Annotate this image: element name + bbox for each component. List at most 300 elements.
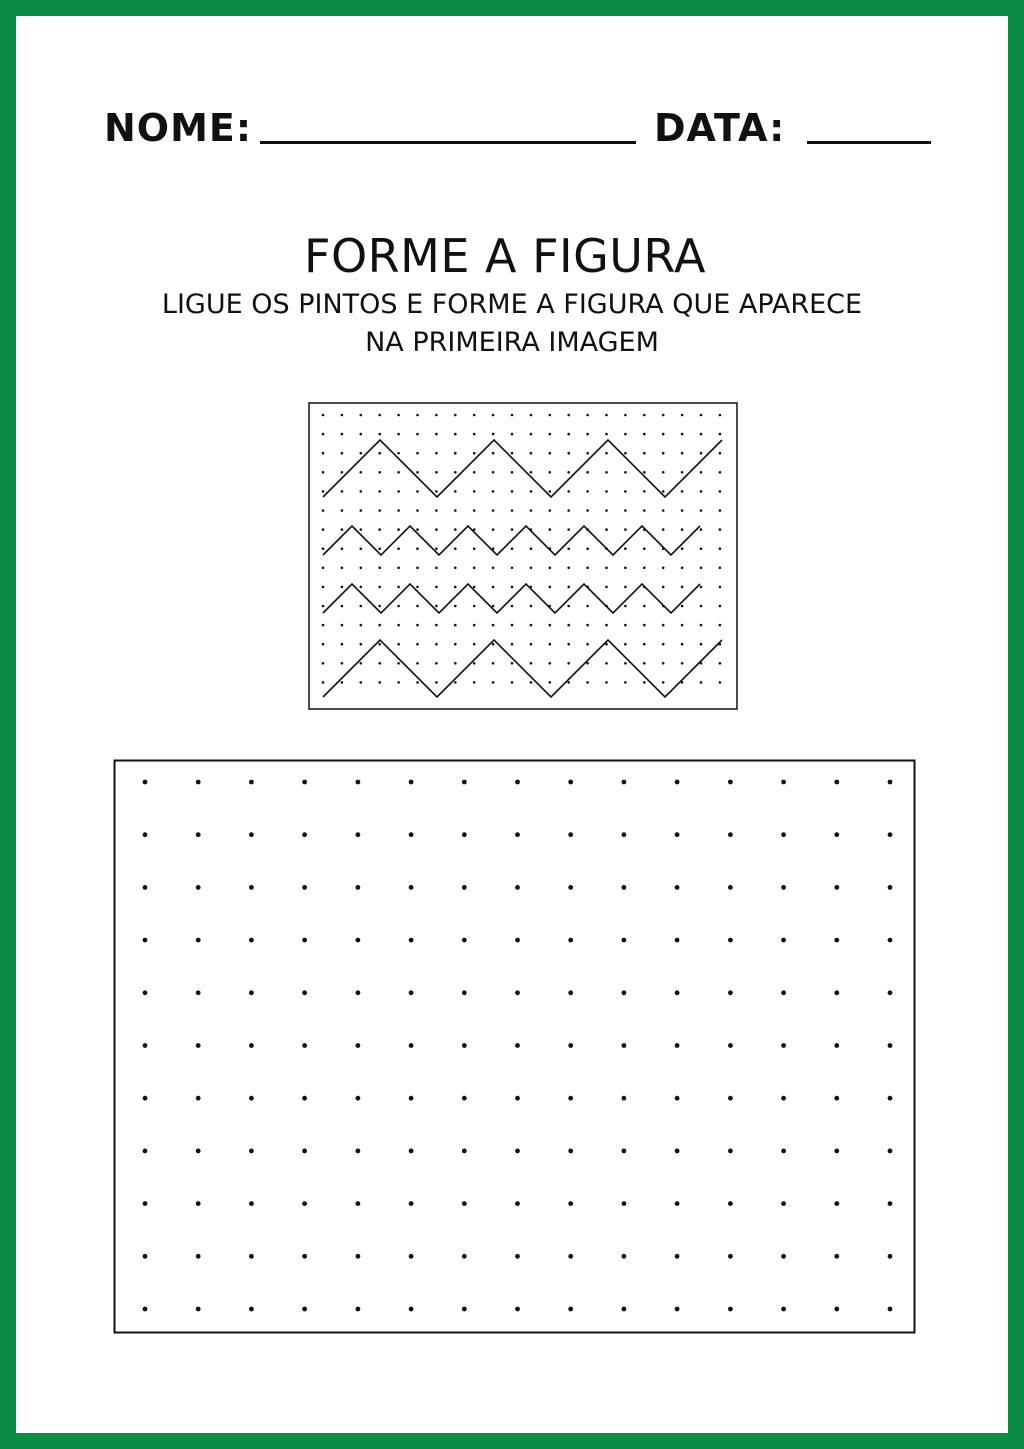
practice-dot[interactable] xyxy=(196,780,201,785)
example-dot xyxy=(624,471,627,474)
example-dot xyxy=(700,414,703,417)
example-dot xyxy=(511,528,514,531)
practice-dot[interactable] xyxy=(356,832,361,837)
practice-dot[interactable] xyxy=(143,990,148,995)
practice-dot[interactable] xyxy=(462,832,467,837)
example-dot xyxy=(681,414,684,417)
practice-dot[interactable] xyxy=(196,990,201,995)
example-dot xyxy=(530,662,533,665)
example-dot xyxy=(719,528,722,531)
practice-dot[interactable] xyxy=(781,832,786,837)
example-dot xyxy=(586,643,589,646)
practice-dot[interactable] xyxy=(356,1149,361,1154)
example-dot xyxy=(341,547,344,550)
practice-dot[interactable] xyxy=(781,1096,786,1101)
example-dot xyxy=(378,414,381,417)
date-field[interactable] xyxy=(807,141,931,144)
example-dot xyxy=(341,452,344,455)
example-dot xyxy=(397,681,400,684)
example-dot xyxy=(416,490,419,493)
example-dot xyxy=(473,471,476,474)
practice-dot[interactable] xyxy=(356,1043,361,1048)
practice-dot[interactable] xyxy=(568,1307,573,1312)
practice-dot[interactable] xyxy=(728,1096,733,1101)
practice-dot[interactable] xyxy=(781,1043,786,1048)
example-dot xyxy=(662,452,665,455)
example-dot xyxy=(567,681,570,684)
practice-dot[interactable] xyxy=(409,938,414,943)
example-dot xyxy=(341,662,344,665)
practice-dot[interactable] xyxy=(462,938,467,943)
practice-dot[interactable] xyxy=(834,1149,839,1154)
example-dot xyxy=(435,624,438,627)
practice-dot[interactable] xyxy=(143,1307,148,1312)
example-dot xyxy=(416,662,419,665)
example-dot xyxy=(719,624,722,627)
practice-dot[interactable] xyxy=(675,1043,680,1048)
practice-dot[interactable] xyxy=(302,938,307,943)
practice-dot[interactable] xyxy=(409,1307,414,1312)
example-dot xyxy=(454,662,457,665)
practice-dot-grid[interactable] xyxy=(113,759,916,1334)
example-dot xyxy=(624,414,627,417)
example-dot xyxy=(322,471,325,474)
example-dot xyxy=(567,414,570,417)
example-dot xyxy=(435,681,438,684)
practice-dot[interactable] xyxy=(409,780,414,785)
practice-dot[interactable] xyxy=(196,1149,201,1154)
practice-dot[interactable] xyxy=(409,1149,414,1154)
practice-dot[interactable] xyxy=(834,1096,839,1101)
example-dot xyxy=(360,509,363,512)
practice-dot[interactable] xyxy=(834,1043,839,1048)
example-dot xyxy=(586,433,589,436)
practice-dot[interactable] xyxy=(781,938,786,943)
practice-dot[interactable] xyxy=(888,938,893,943)
practice-dot[interactable] xyxy=(515,1043,520,1048)
example-dot xyxy=(681,662,684,665)
practice-dot[interactable] xyxy=(302,1307,307,1312)
example-dot xyxy=(322,567,325,570)
example-dot xyxy=(511,452,514,455)
example-dot xyxy=(549,624,552,627)
example-dot xyxy=(719,471,722,474)
practice-dot[interactable] xyxy=(515,1149,520,1154)
example-dot xyxy=(473,605,476,608)
practice-dot[interactable] xyxy=(196,1043,201,1048)
practice-dot[interactable] xyxy=(249,938,254,943)
example-dot xyxy=(549,414,552,417)
example-dot xyxy=(454,490,457,493)
practice-dot[interactable] xyxy=(834,990,839,995)
practice-dot[interactable] xyxy=(781,1307,786,1312)
practice-dot[interactable] xyxy=(196,938,201,943)
example-dot xyxy=(549,681,552,684)
practice-dot[interactable] xyxy=(249,990,254,995)
example-dot xyxy=(549,452,552,455)
practice-dot[interactable] xyxy=(834,885,839,890)
practice-dot[interactable] xyxy=(834,1307,839,1312)
name-label: NOME: xyxy=(104,106,253,150)
practice-dot[interactable] xyxy=(622,1096,627,1101)
practice-dot[interactable] xyxy=(356,990,361,995)
example-dot xyxy=(549,586,552,589)
example-dot xyxy=(511,662,514,665)
practice-dot[interactable] xyxy=(781,990,786,995)
example-dot xyxy=(567,605,570,608)
practice-dot[interactable] xyxy=(781,780,786,785)
practice-dot[interactable] xyxy=(515,780,520,785)
example-dot xyxy=(624,509,627,512)
practice-dot[interactable] xyxy=(728,780,733,785)
practice-dot[interactable] xyxy=(409,990,414,995)
practice-dot[interactable] xyxy=(515,832,520,837)
practice-dot[interactable] xyxy=(568,780,573,785)
example-dot xyxy=(605,624,608,627)
example-dot xyxy=(681,605,684,608)
practice-dot[interactable] xyxy=(409,1254,414,1259)
practice-dot[interactable] xyxy=(409,1043,414,1048)
example-dot xyxy=(549,490,552,493)
practice-dot[interactable] xyxy=(515,1201,520,1206)
practice-dot[interactable] xyxy=(568,990,573,995)
example-dot xyxy=(719,490,722,493)
practice-dot[interactable] xyxy=(302,1201,307,1206)
practice-dot[interactable] xyxy=(888,1307,893,1312)
example-dot xyxy=(719,586,722,589)
example-dot xyxy=(567,490,570,493)
practice-dot[interactable] xyxy=(143,885,148,890)
example-dot xyxy=(549,567,552,570)
practice-dot[interactable] xyxy=(196,1254,201,1259)
example-dot xyxy=(322,643,325,646)
example-dot xyxy=(530,433,533,436)
practice-dot[interactable] xyxy=(515,990,520,995)
practice-dot[interactable] xyxy=(196,1096,201,1101)
example-dot xyxy=(586,547,589,550)
example-dot xyxy=(397,490,400,493)
practice-dot[interactable] xyxy=(675,938,680,943)
example-dot xyxy=(700,586,703,589)
example-dot xyxy=(360,586,363,589)
practice-dot[interactable] xyxy=(622,990,627,995)
example-dot xyxy=(643,624,646,627)
practice-dot[interactable] xyxy=(888,1149,893,1154)
example-dot xyxy=(322,624,325,627)
practice-dot[interactable] xyxy=(462,1307,467,1312)
practice-dot[interactable] xyxy=(728,990,733,995)
practice-dot[interactable] xyxy=(622,1254,627,1259)
practice-dot[interactable] xyxy=(675,1307,680,1312)
example-dot xyxy=(378,452,381,455)
example-dot xyxy=(378,490,381,493)
example-dot xyxy=(416,567,419,570)
example-dot xyxy=(492,681,495,684)
name-field[interactable] xyxy=(260,141,636,144)
example-dot xyxy=(586,509,589,512)
example-dot xyxy=(341,414,344,417)
example-dot xyxy=(397,586,400,589)
example-dot xyxy=(454,586,457,589)
practice-dot[interactable] xyxy=(409,885,414,890)
practice-dot[interactable] xyxy=(888,832,893,837)
practice-dot[interactable] xyxy=(302,1254,307,1259)
example-dot xyxy=(530,643,533,646)
example-dot xyxy=(662,433,665,436)
practice-dot[interactable] xyxy=(356,1096,361,1101)
example-dot xyxy=(473,662,476,665)
practice-dot[interactable] xyxy=(196,1201,201,1206)
practice-dot[interactable] xyxy=(462,1096,467,1101)
practice-dot[interactable] xyxy=(515,1096,520,1101)
practice-dot[interactable] xyxy=(515,885,520,890)
practice-dot[interactable] xyxy=(356,1201,361,1206)
practice-dot[interactable] xyxy=(675,780,680,785)
practice-dot[interactable] xyxy=(462,1201,467,1206)
example-dot xyxy=(360,643,363,646)
example-dot xyxy=(416,528,419,531)
example-dot xyxy=(416,471,419,474)
example-dot xyxy=(605,662,608,665)
practice-dot[interactable] xyxy=(675,885,680,890)
example-dot xyxy=(473,414,476,417)
example-dot xyxy=(549,662,552,665)
practice-dot[interactable] xyxy=(249,885,254,890)
example-dot xyxy=(549,509,552,512)
example-dot xyxy=(492,567,495,570)
example-dot xyxy=(624,528,627,531)
practice-dot[interactable] xyxy=(781,885,786,890)
practice-dot[interactable] xyxy=(568,832,573,837)
practice-dot[interactable] xyxy=(728,938,733,943)
example-dot xyxy=(643,605,646,608)
practice-dot[interactable] xyxy=(249,1043,254,1048)
practice-dot[interactable] xyxy=(675,832,680,837)
practice-dot[interactable] xyxy=(302,885,307,890)
example-dot xyxy=(549,471,552,474)
practice-dot[interactable] xyxy=(781,1149,786,1154)
example-dot xyxy=(397,605,400,608)
example-dot xyxy=(360,433,363,436)
practice-dot[interactable] xyxy=(568,1149,573,1154)
practice-dot[interactable] xyxy=(728,1254,733,1259)
practice-dot[interactable] xyxy=(302,990,307,995)
example-dot xyxy=(378,471,381,474)
practice-dot[interactable] xyxy=(675,1254,680,1259)
example-dot xyxy=(360,452,363,455)
example-dot xyxy=(549,528,552,531)
practice-dot[interactable] xyxy=(888,1254,893,1259)
practice-dot[interactable] xyxy=(568,1043,573,1048)
practice-dot[interactable] xyxy=(302,1096,307,1101)
example-dot xyxy=(492,471,495,474)
practice-dot[interactable] xyxy=(728,885,733,890)
example-dot xyxy=(681,452,684,455)
example-dot xyxy=(662,567,665,570)
practice-dot[interactable] xyxy=(143,1254,148,1259)
example-dot xyxy=(416,605,419,608)
example-dot xyxy=(643,662,646,665)
practice-dot[interactable] xyxy=(462,1149,467,1154)
practice-dot[interactable] xyxy=(302,1043,307,1048)
practice-dot[interactable] xyxy=(622,1201,627,1206)
practice-dot[interactable] xyxy=(675,990,680,995)
example-dot xyxy=(605,452,608,455)
practice-dot[interactable] xyxy=(728,832,733,837)
practice-dot[interactable] xyxy=(302,1149,307,1154)
example-figure xyxy=(308,402,738,710)
practice-dot[interactable] xyxy=(675,1201,680,1206)
example-dot xyxy=(605,433,608,436)
example-dot xyxy=(662,624,665,627)
practice-dot[interactable] xyxy=(675,1149,680,1154)
practice-dot[interactable] xyxy=(622,938,627,943)
example-dot xyxy=(341,433,344,436)
practice-dot[interactable] xyxy=(515,1254,520,1259)
example-dot xyxy=(719,605,722,608)
practice-dot[interactable] xyxy=(675,1096,680,1101)
example-dot xyxy=(662,681,665,684)
example-dot xyxy=(643,471,646,474)
example-dots xyxy=(322,414,722,684)
practice-dot[interactable] xyxy=(356,938,361,943)
example-dot xyxy=(605,567,608,570)
practice-dot[interactable] xyxy=(888,780,893,785)
practice-dot[interactable] xyxy=(622,832,627,837)
example-dot xyxy=(662,414,665,417)
practice-dot[interactable] xyxy=(143,780,148,785)
example-dot xyxy=(435,433,438,436)
practice-dot[interactable] xyxy=(728,1307,733,1312)
practice-dot[interactable] xyxy=(834,1201,839,1206)
practice-dot[interactable] xyxy=(249,780,254,785)
practice-dot[interactable] xyxy=(781,1254,786,1259)
example-dot xyxy=(700,528,703,531)
practice-dot[interactable] xyxy=(781,1201,786,1206)
worksheet-title: FORME A FIGURA xyxy=(304,229,706,283)
practice-dot[interactable] xyxy=(143,938,148,943)
practice-dot[interactable] xyxy=(568,938,573,943)
example-dot xyxy=(681,567,684,570)
practice-dot[interactable] xyxy=(462,780,467,785)
example-dot xyxy=(435,471,438,474)
practice-dot[interactable] xyxy=(462,1254,467,1259)
practice-dot[interactable] xyxy=(622,1307,627,1312)
practice-dot[interactable] xyxy=(249,1096,254,1101)
practice-dot[interactable] xyxy=(888,1096,893,1101)
example-dot xyxy=(454,471,457,474)
practice-dot[interactable] xyxy=(568,885,573,890)
example-dot xyxy=(700,509,703,512)
practice-dot[interactable] xyxy=(409,1201,414,1206)
practice-dot[interactable] xyxy=(302,832,307,837)
practice-dot[interactable] xyxy=(356,780,361,785)
example-dot xyxy=(322,490,325,493)
practice-dot[interactable] xyxy=(249,1254,254,1259)
practice-dot[interactable] xyxy=(356,1254,361,1259)
instruction-line-2: NA PRIMEIRA IMAGEM xyxy=(365,327,659,358)
example-dot xyxy=(322,547,325,550)
example-dot xyxy=(416,433,419,436)
example-dot xyxy=(492,624,495,627)
example-dot xyxy=(700,681,703,684)
example-dot xyxy=(397,509,400,512)
example-dot xyxy=(624,567,627,570)
practice-dot[interactable] xyxy=(728,1201,733,1206)
practice-dot[interactable] xyxy=(834,938,839,943)
example-dot xyxy=(624,547,627,550)
practice-dot[interactable] xyxy=(834,832,839,837)
example-dot xyxy=(322,452,325,455)
practice-dot[interactable] xyxy=(568,1201,573,1206)
example-dot xyxy=(700,567,703,570)
example-dot xyxy=(435,605,438,608)
practice-dot[interactable] xyxy=(196,1307,201,1312)
practice-dot[interactable] xyxy=(568,1096,573,1101)
practice-dot[interactable] xyxy=(462,885,467,890)
practice-dot[interactable] xyxy=(834,780,839,785)
example-dot xyxy=(473,624,476,627)
practice-dot[interactable] xyxy=(356,1307,361,1312)
practice-dot[interactable] xyxy=(143,1096,148,1101)
example-dot xyxy=(473,681,476,684)
practice-dot[interactable] xyxy=(462,990,467,995)
practice-dot[interactable] xyxy=(249,1307,254,1312)
practice-dot[interactable] xyxy=(249,832,254,837)
practice-dot[interactable] xyxy=(143,1043,148,1048)
practice-dot[interactable] xyxy=(834,1254,839,1259)
practice-dot[interactable] xyxy=(622,885,627,890)
example-dot xyxy=(681,643,684,646)
practice-dot[interactable] xyxy=(728,1149,733,1154)
practice-dot[interactable] xyxy=(409,1096,414,1101)
practice-dot[interactable] xyxy=(462,1043,467,1048)
practice-dot[interactable] xyxy=(622,1043,627,1048)
practice-dot[interactable] xyxy=(888,1201,893,1206)
practice-dot[interactable] xyxy=(888,885,893,890)
example-dot xyxy=(378,547,381,550)
practice-dot[interactable] xyxy=(622,1149,627,1154)
practice-dot[interactable] xyxy=(302,780,307,785)
practice-dot[interactable] xyxy=(728,1043,733,1048)
example-dot xyxy=(378,528,381,531)
practice-dot[interactable] xyxy=(249,1201,254,1206)
example-dot xyxy=(360,414,363,417)
example-dot xyxy=(511,490,514,493)
practice-dot[interactable] xyxy=(143,1149,148,1154)
practice-dot[interactable] xyxy=(249,1149,254,1154)
practice-dot[interactable] xyxy=(196,885,201,890)
example-dot xyxy=(567,471,570,474)
practice-dot[interactable] xyxy=(888,990,893,995)
practice-dot[interactable] xyxy=(356,885,361,890)
practice-dot[interactable] xyxy=(515,938,520,943)
example-dot xyxy=(681,509,684,512)
practice-dot[interactable] xyxy=(143,832,148,837)
practice-dot[interactable] xyxy=(888,1043,893,1048)
practice-dot[interactable] xyxy=(568,1254,573,1259)
example-dot xyxy=(454,605,457,608)
example-dot xyxy=(473,433,476,436)
example-dot xyxy=(416,586,419,589)
practice-dot[interactable] xyxy=(622,780,627,785)
practice-dot[interactable] xyxy=(196,832,201,837)
example-dot xyxy=(662,662,665,665)
example-dot xyxy=(643,433,646,436)
practice-dot[interactable] xyxy=(515,1307,520,1312)
practice-dot[interactable] xyxy=(143,1201,148,1206)
practice-dot[interactable] xyxy=(409,832,414,837)
